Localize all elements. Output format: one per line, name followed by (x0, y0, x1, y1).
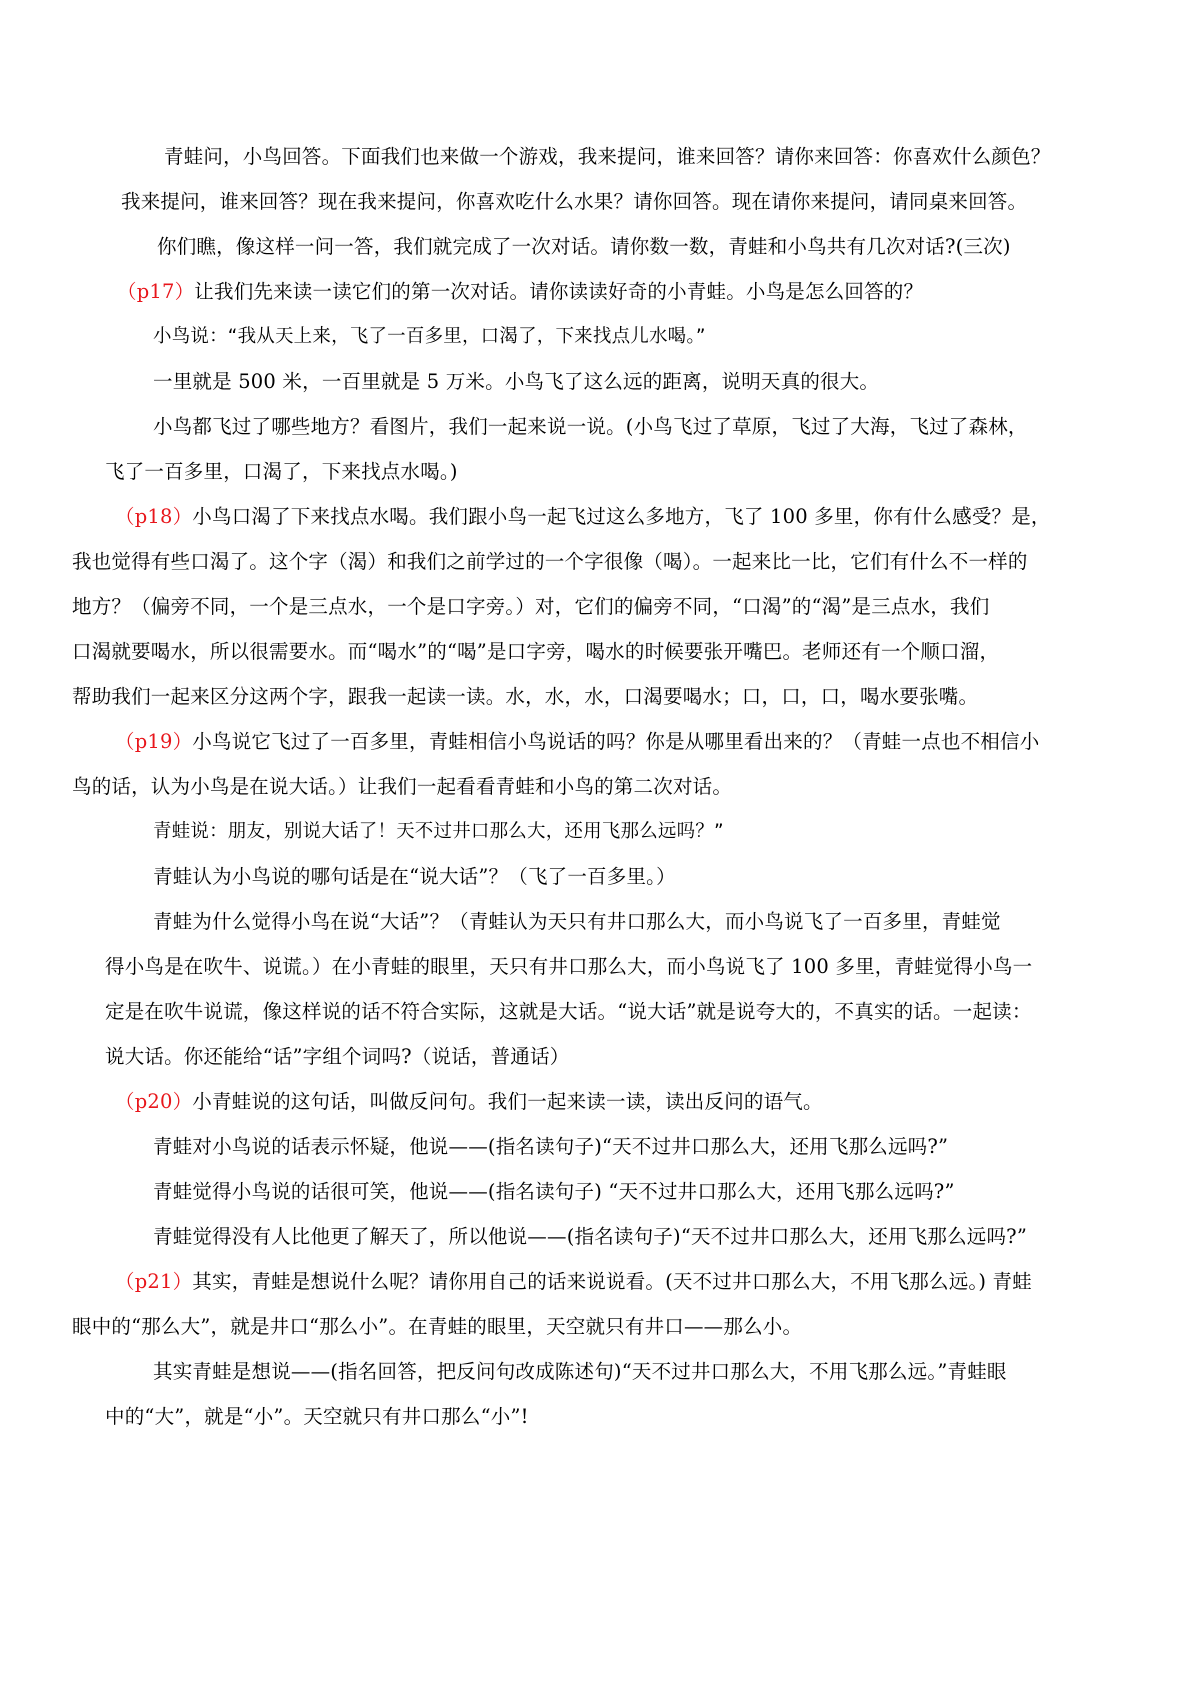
paragraph-line-20: 定是在吹牛说谎，像这样说的话不符合实际，这就是大话。“说大话”就是说夸大的，不真实的话。一起读： (105, 1000, 1032, 1023)
paragraph-line-25: 青蛙觉得没有人比他更了解天了，所以他说——(指名读句子)“天不过井口那么大，还用飞那么远吗?” (153, 1225, 1028, 1248)
paragraph-line-17: 青蛙认为小鸟说的哪句话是在“说大话”？（飞了一百多里。） (153, 865, 676, 888)
page-ref-p19: （p19） (115, 730, 193, 753)
paragraph-line-7: 小鸟都飞过了哪些地方？看图片，我们一起来说一说。(小鸟飞过了草原，飞过了大海，飞过了森林， (153, 415, 1028, 438)
paragraph-line-28: 其实青蛙是想说——(指名回答，把反问句改成陈述句)“天不过井口那么大，不用飞那么远。”青蛙眼 (153, 1360, 1007, 1383)
page-ref-p21: （p21） (115, 1270, 193, 1293)
paragraph-line-18: 青蛙为什么觉得小鸟在说“大话”？（青蛙认为天只有井口那么大，而小鸟说飞了一百多里，青蛙觉 (153, 910, 1001, 933)
paragraph-line-19: 得小鸟是在吹牛、说谎。）在小青蛙的眼里，天只有井口那么大，而小鸟说飞了 100 多里，青蛙觉得小鸟一 (105, 955, 1033, 978)
paragraph-line-14: （p19）小鸟说它飞过了一百多里，青蛙相信小鸟说话的吗？你是从哪里看出来的？（青蛙一点也不相信小 (115, 730, 1040, 753)
paragraph-line-29: 中的“大”，就是“小”。天空就只有井口那么“小”! (105, 1405, 529, 1428)
paragraph-line-1: 青蛙问，小鸟回答。下面我们也来做一个游戏，我来提问，谁来回答？请你来回答：你喜欢什么颜色？ (164, 145, 1051, 168)
paragraph-line-9: （p18）小鸟口渴了下来找点水喝。我们跟小鸟一起飞过这么多地方，飞了 100 多里，你有什么感受？是， (115, 505, 1051, 528)
paragraph-line-26: （p21）其实，青蛙是想说什么呢？请你用自己的话来说说看。(天不过井口那么大，不用飞那么远。) 青蛙 (115, 1270, 1032, 1293)
page-ref-p20: （p20） (115, 1090, 193, 1113)
paragraph-line-6: 一里就是 500 米，一百里就是 5 万米。小鸟飞了这么远的距离，说明天真的很大。 (153, 370, 880, 393)
paragraph-line-2: 我来提问，谁来回答？现在我来提问，你喜欢吃什么水果？请你回答。现在请你来提问，请同桌来回答。 (121, 190, 1028, 213)
paragraph-line-11: 地方？（偏旁不同，一个是三点水，一个是口字旁。）对，它们的偏旁不同，“口渴”的“渴”是三点水，我们 (72, 595, 990, 618)
paragraph-line-24: 青蛙觉得小鸟说的话很可笑，他说——(指名读句子) “天不过井口那么大，还用飞那么远吗?” (153, 1180, 955, 1203)
page-ref-p18: （p18） (115, 505, 193, 528)
paragraph-line-8: 飞了一百多里，口渴了，下来找点水喝。) (105, 460, 458, 483)
paragraph-line-12: 口渴就要喝水，所以很需要水。而“喝水”的“喝”是口字旁，喝水的时候要张开嘴巴。老师还有一个顺口溜， (72, 640, 1000, 663)
paragraph-line-4: （p17）让我们先来读一读它们的第一次对话。请你读读好奇的小青蛙。小鸟是怎么回答的？ (117, 280, 924, 303)
quote-line-frog: 青蛙说：朋友，别说大话了！天不过井口那么大，还用飞那么远吗？” (153, 821, 724, 842)
paragraph-line-3: 你们瞧，像这样一问一答，我们就完成了一次对话。请你数一数，青蛙和小鸟共有几次对话?(三次) (157, 235, 1011, 258)
paragraph-line-21: 说大话。你还能给“话”字组个词吗?（说话，普通话） (105, 1045, 570, 1068)
page-ref-p17: （p17） (117, 280, 195, 303)
paragraph-line-23: 青蛙对小鸟说的话表示怀疑，他说——(指名读句子)“天不过井口那么大，还用飞那么远吗?” (153, 1135, 949, 1158)
paragraph-line-10: 我也觉得有些口渴了。这个字（渴）和我们之前学过的一个字很像（喝）。一起来比一比，它们有什么不一样的 (72, 550, 1028, 573)
paragraph-line-27: 眼中的“那么大”，就是井口“那么小”。在青蛙的眼里，天空就只有井口——那么小。 (72, 1315, 803, 1338)
paragraph-line-22: （p20）小青蛙说的这句话，叫做反问句。我们一起来读一读，读出反问的语气。 (115, 1090, 823, 1113)
quote-line-bird: 小鸟说：“我从天上来，飞了一百多里，口渴了，下来找点儿水喝。” (153, 326, 706, 347)
paragraph-line-15: 鸟的话，认为小鸟是在说大话。）让我们一起看看青蛙和小鸟的第二次对话。 (72, 775, 733, 798)
paragraph-line-13: 帮助我们一起来区分这两个字，跟我一起读一读。水，水，水，口渴要喝水；口，口，口，喝水要张嘴。 (72, 685, 979, 708)
